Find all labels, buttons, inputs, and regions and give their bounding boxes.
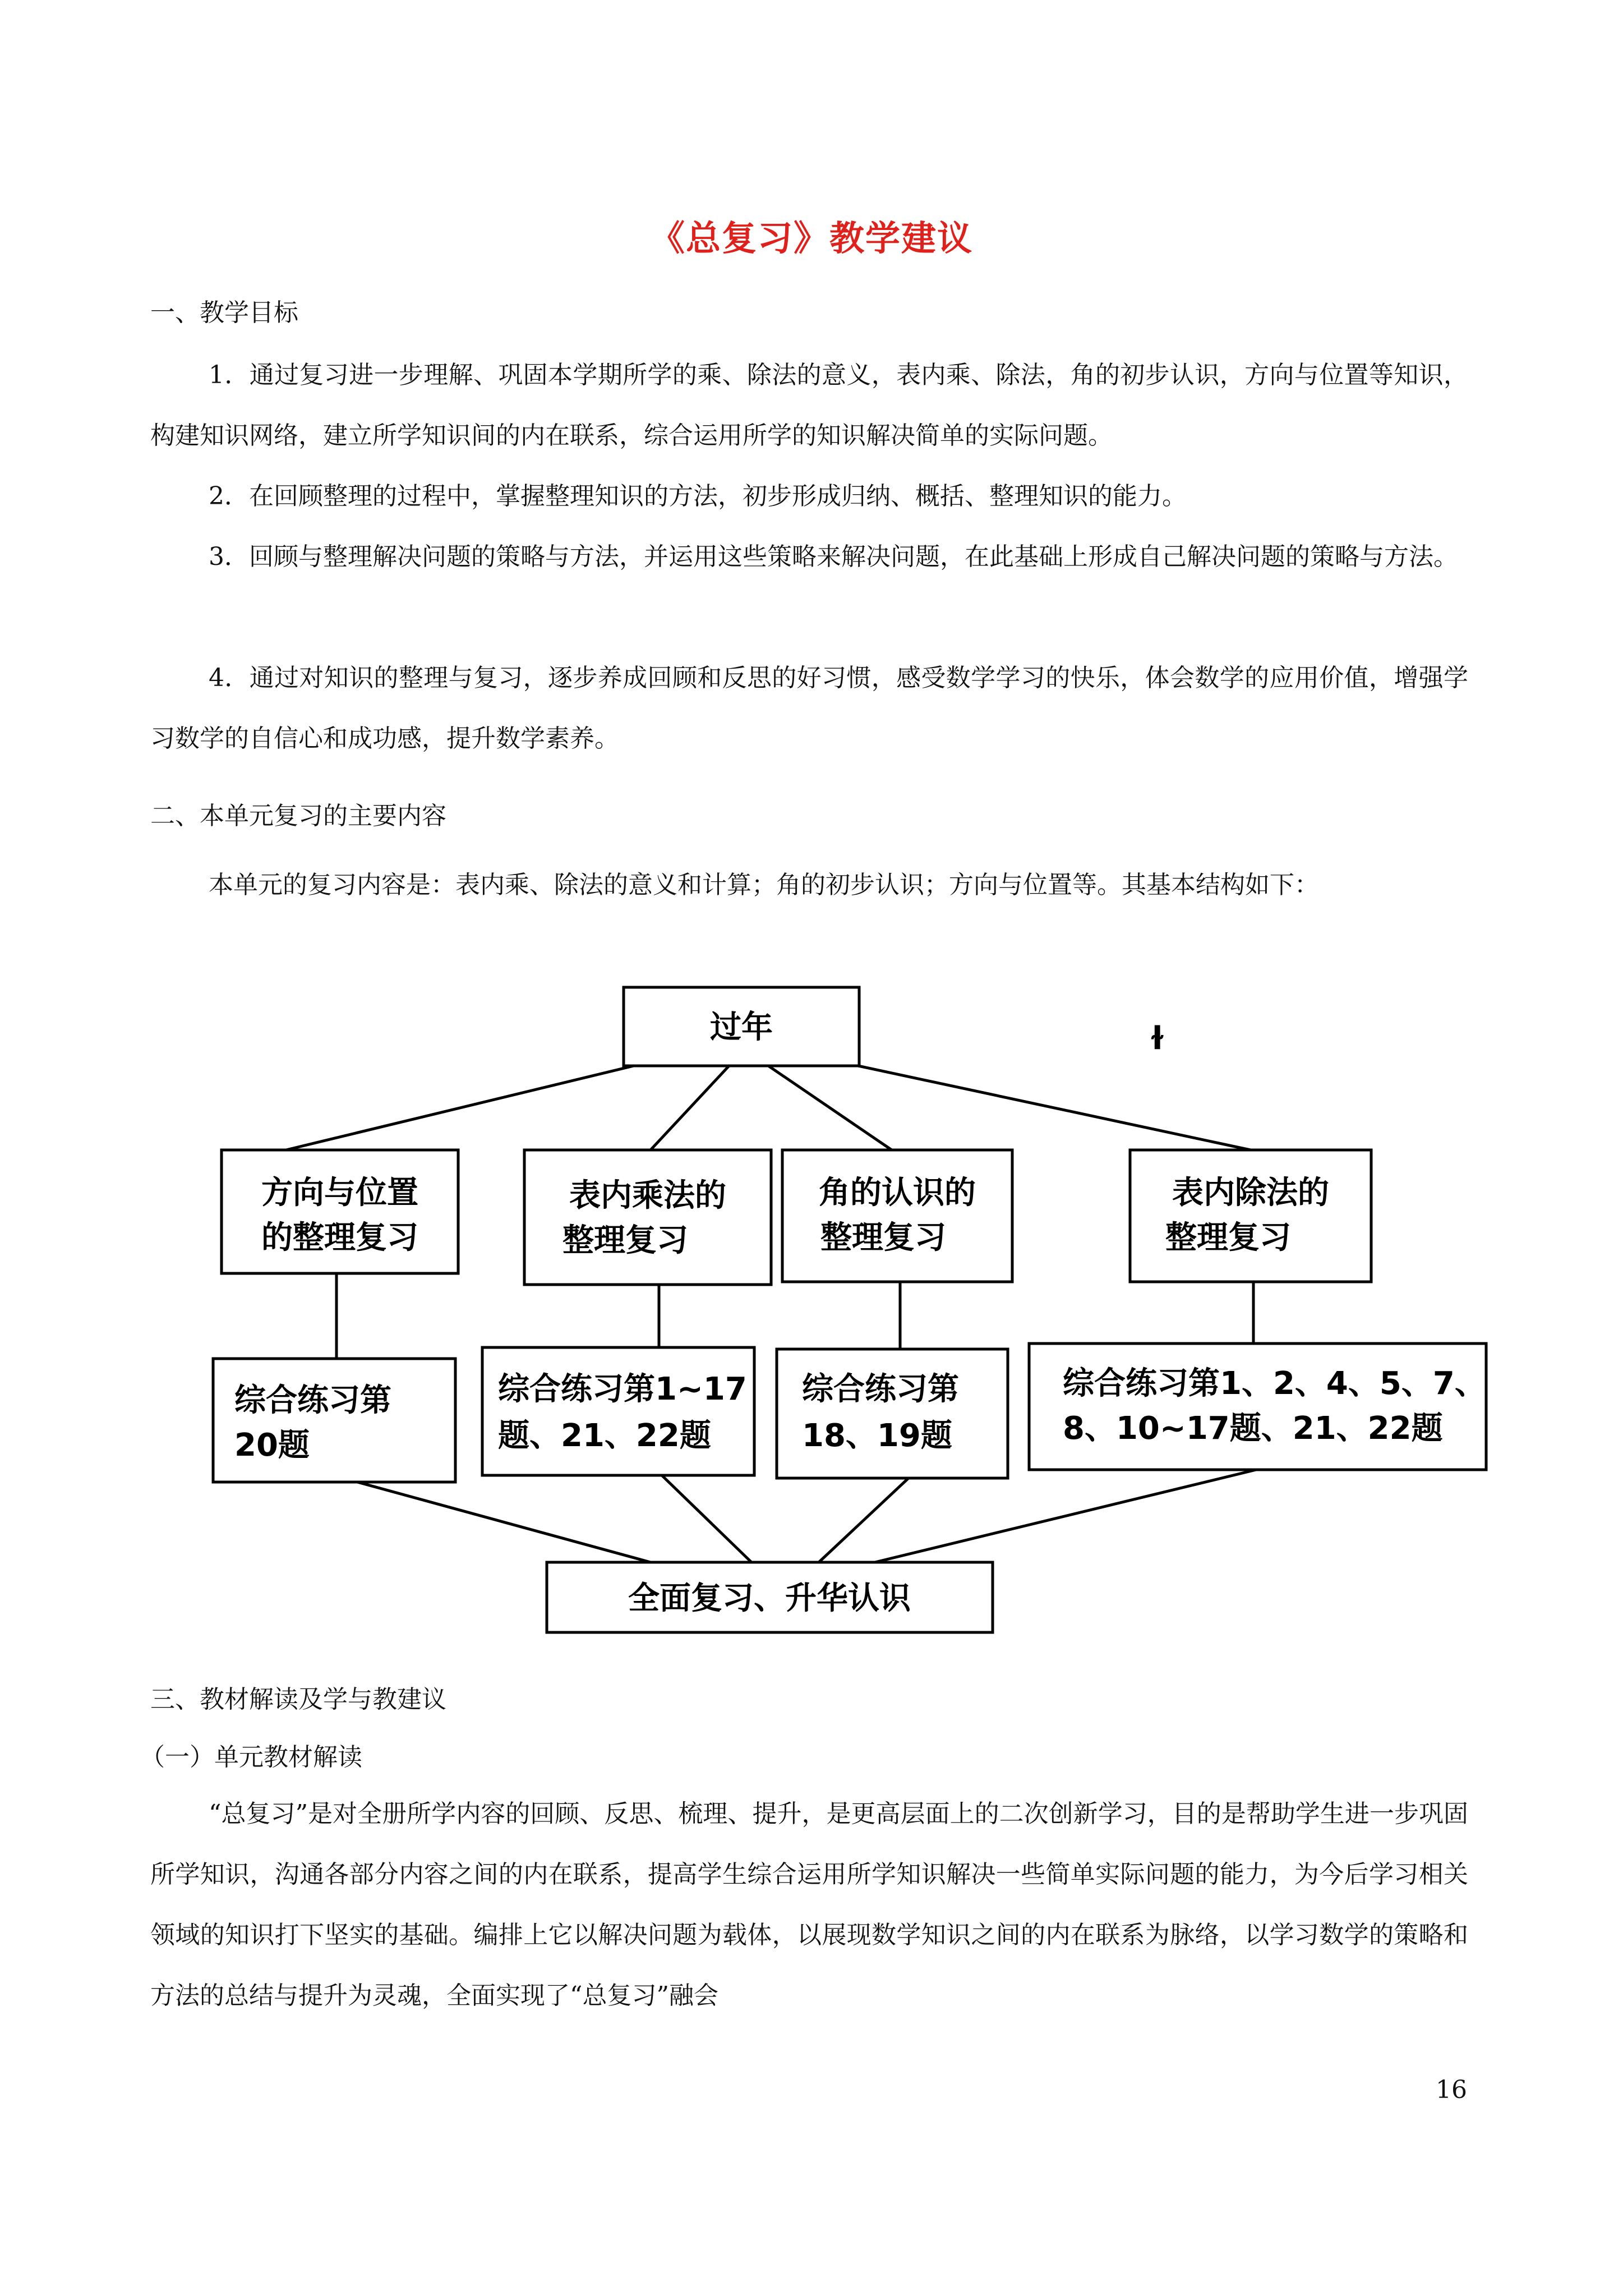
exercise-label-line1: 综合练习第1~17	[498, 1371, 747, 1407]
exercise-box-direction	[213, 1359, 455, 1482]
topic-box-angle	[782, 1150, 1012, 1282]
root-label: 过年	[710, 1009, 773, 1046]
topic-label-line2: 整理复习	[562, 1222, 688, 1259]
objective-item-1: 1．通过复习进一步理解、巩固本学期所学的乘、除法的意义，表内乘、除法，角的初步认识，方向与位置等知识，构建知识网络，建立所学知识间的内在联系，综合运用所学的知识解决简单的实际问题。	[150, 361, 1468, 450]
objective-item-2: 2．在回顾整理的过程中，掌握整理知识的方法，初步形成归纳、概括、整理知识的能力。	[209, 482, 1187, 510]
exercise-box-division	[1029, 1343, 1486, 1470]
page-number: 16	[1436, 2076, 1467, 2104]
section3-paragraph: “总复习”是对全册所学内容的回顾、反思、梳理、提升，是更高层面上的二次创新学习，目的是帮助学生进一步巩固所学知识，沟通各部分内容之间的内在联系，提高学生综合运用所学知识解决一些简单实际问题的能力，为今后学习相关领域的知识打下坚实的基础。编排上它以解决问题为载体，以展现数学知识之间的内在联系为脉络，以学习数学的策略和方法的总结与提升为灵魂，全面实现了“总复习”融会	[150, 1800, 1468, 2010]
exercise-label-line2: 题、21、22题	[498, 1418, 711, 1454]
topic-label-line1: 方向与位置	[261, 1175, 418, 1211]
document-title: 《总复习》教学建议	[649, 218, 973, 259]
stray-mark: ɫ	[1149, 1020, 1166, 1057]
topic-label-line2: 的整理复习	[261, 1220, 418, 1256]
topic-label-line1: 表内乘法的	[569, 1177, 726, 1214]
exercise-label-line1: 综合练习第	[802, 1371, 959, 1407]
section2-heading: 二、本单元复习的主要内容	[150, 802, 446, 830]
exercise-box-angle	[777, 1349, 1008, 1478]
topic-label-line2: 整理复习	[1165, 1220, 1291, 1256]
exercise-label-line1: 综合练习第	[234, 1382, 391, 1419]
bottom-connectors	[353, 1470, 1256, 1562]
exercise-label-line2: 18、19题	[802, 1418, 952, 1454]
summary-label: 全面复习、升华认识	[628, 1580, 911, 1617]
topic-label-line1: 角的认识的	[819, 1175, 976, 1211]
objective-item-4: 4．通过对知识的整理与复习，逐步养成回顾和反思的好习惯，感受数学学习的快乐，体会数学的应用价值，增强学习数学的自信心和成功感，提升数学素养。	[150, 664, 1468, 753]
topic-label-line1: 表内除法的	[1172, 1175, 1329, 1211]
topic-box-division	[1130, 1150, 1371, 1282]
exercise-label-line2: 8、10~17题、21、22题	[1063, 1410, 1443, 1447]
structure-diagram	[0, 965, 1623, 1655]
root-connectors	[286, 1066, 1251, 1150]
exercise-box-multiplication	[482, 1347, 754, 1475]
section1-heading: 一、教学目标	[150, 298, 298, 327]
section3-subheading: （一）单元教材解读	[140, 1743, 362, 1772]
objective-item-3: 3．回顾与整理解决问题的策略与方法，并运用这些策略来解决问题，在此基础上形成自己解决问题的策略与方法。	[209, 542, 1458, 571]
topic-box-multiplication	[524, 1150, 771, 1285]
section2-intro: 本单元的复习内容是：表内乘、除法的意义和计算；角的初步认识；方向与位置等。其基本结构如下：	[209, 871, 1319, 899]
section3-heading: 三、教材解读及学与教建议	[150, 1685, 446, 1714]
exercise-label-line1: 综合练习第1、2、4、5、7、	[1063, 1365, 1486, 1402]
topic-label-line2: 整理复习	[820, 1220, 946, 1256]
exercise-label-line2: 20题	[234, 1427, 310, 1464]
